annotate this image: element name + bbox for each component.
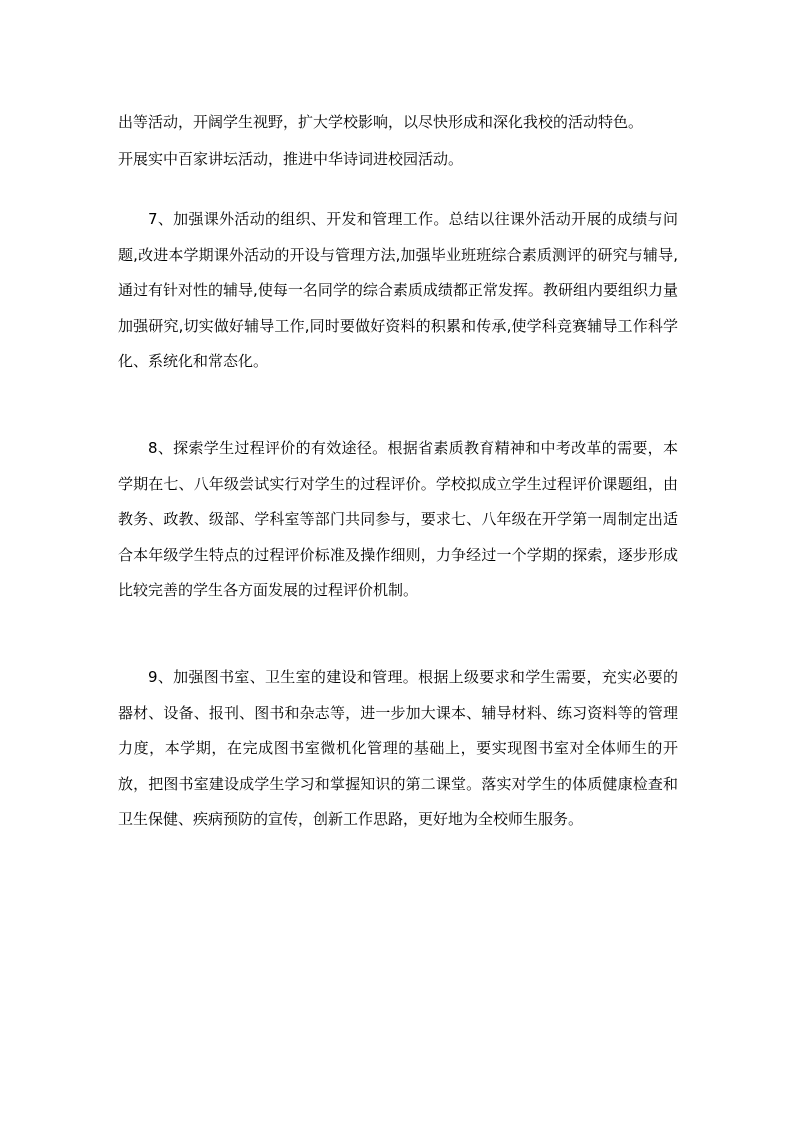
- continuation-paragraph: [118, 104, 678, 177]
- paragraph-7-extracurricular: 7、加强课外活动的组织、开发和管理工作。总结以往课外活动开展的成绩与问题,改进本学期课外活动的开设与管理方法,加强毕业班班综合素质测评的研究与辅导,通过有针对性的辅导,使每一名同学的综合素质成绩都正常发挥。教研组内要组织力量加强研究,切实做好辅导工作,同时要做好资料的积累和传承,使学科竞赛辅导工作科学化、系统化和常态化。: [118, 210, 678, 370]
- text-line: 开展实中百家讲坛活动，推进中华诗词进校园活动。: [118, 149, 464, 168]
- paragraph-8-process-evaluation: 8、探索学生过程评价的有效途径。根据省素质教育精神和中考改革的需要，本学期在七、八年级尝试实行对学生的过程评价。学校拟成立学生过程评价课题组，由教务、政教、级部、学科室等部门共同参与，要求七、八年级在开学第一周制定出适合本年级学生特点的过程评价标准及操作细则，力争经过一个学期的探索，逐步形成比较完善的学生各方面发展的过程评价机制。: [118, 439, 678, 599]
- text-line: 出等活动，开阔学生视野，扩大学校影响，以尽快形成和深化我校的活动特色。: [118, 113, 644, 131]
- paragraph-9-library-clinic: 9、加强图书室、卫生室的建设和管理。根据上级要求和学生需要，充实必要的器材、设备、报刊、图书和杂志等，进一步加大课本、辅导材料、练习资料等的管理力度，本学期，在完成图书室微机化管理的基础上，要实现图书室对全体师生的开放，把图书室建设成学生学习和掌握知识的第二课堂。落实对学生的体质健康检查和卫生保健、疾病预防的宣传，创新工作思路，更好地为全校师生服务。: [118, 668, 678, 828]
